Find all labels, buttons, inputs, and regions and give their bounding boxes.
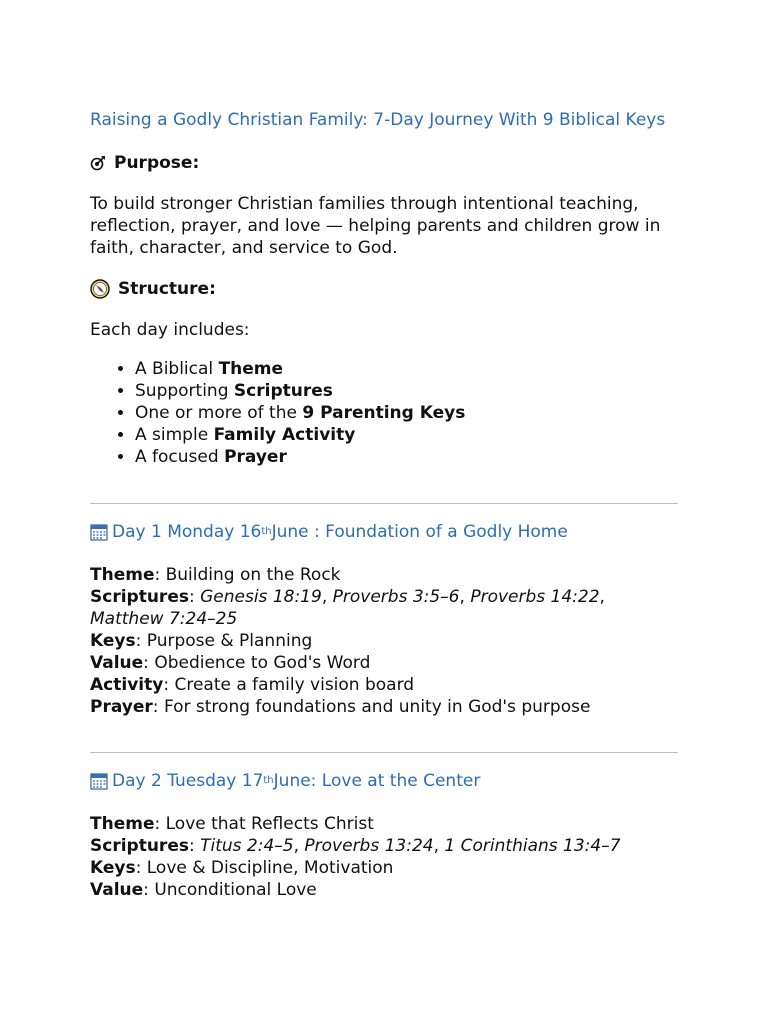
purpose-heading-text: Purpose: xyxy=(114,153,200,173)
day-2-details xyxy=(90,813,680,901)
list-item: • A Biblical Theme xyxy=(135,358,465,380)
structure-intro: Each day includes: xyxy=(90,320,250,340)
day-2-heading: Day 2 Tuesday 17 th June: Love at the Center xyxy=(90,770,480,792)
value-line: Value: Obedience to God's Word xyxy=(90,653,371,673)
compass-icon xyxy=(90,279,110,299)
scriptures-line: Scriptures: Genesis 18:19, Proverbs 3:5–6, Proverbs 14:22, Matthew 7:24–25 xyxy=(90,587,605,629)
structure-list xyxy=(90,358,465,468)
list-item: • Supporting Scriptures xyxy=(135,380,465,402)
list-item: • One or more of the 9 Parenting Keys xyxy=(135,402,465,424)
purpose-text: To build stronger Christian families through intentional teaching, reflection, prayer, and love — helping parents and children grow in faith, character, and service to God. xyxy=(90,194,661,258)
structure-heading-text: Structure: xyxy=(118,279,216,299)
divider xyxy=(90,752,678,753)
calendar-icon xyxy=(90,523,108,541)
structure-heading xyxy=(90,278,216,300)
keys-line: Keys: Love & Discipline, Motivation xyxy=(90,858,394,878)
list-item: • A simple Family Activity xyxy=(135,424,465,446)
day-1-heading: Day 1 Monday 16 th June : Foundation of a Godly Home xyxy=(90,521,568,543)
day-1-details xyxy=(90,564,680,718)
calendar-icon xyxy=(90,772,108,790)
prayer-line: Prayer: For strong foundations and unity in God's purpose xyxy=(90,697,591,717)
value-line: Value: Unconditional Love xyxy=(90,880,317,900)
scriptures-line: Scriptures: Titus 2:4–5, Proverbs 13:24, 1 Corinthians 13:4–7 xyxy=(90,836,621,856)
theme-line: Theme: Love that Reflects Christ xyxy=(90,814,374,834)
list-item: • A focused Prayer xyxy=(135,446,465,468)
divider xyxy=(90,503,678,504)
purpose-heading xyxy=(90,152,199,174)
activity-line: Activity: Create a family vision board xyxy=(90,675,415,695)
keys-line: Keys: Purpose & Planning xyxy=(90,631,313,651)
document-title: Raising a Godly Christian Family: 7-Day Journey With 9 Biblical Keys xyxy=(90,110,666,130)
theme-line: Theme: Building on the Rock xyxy=(90,565,341,585)
target-icon xyxy=(90,155,106,171)
